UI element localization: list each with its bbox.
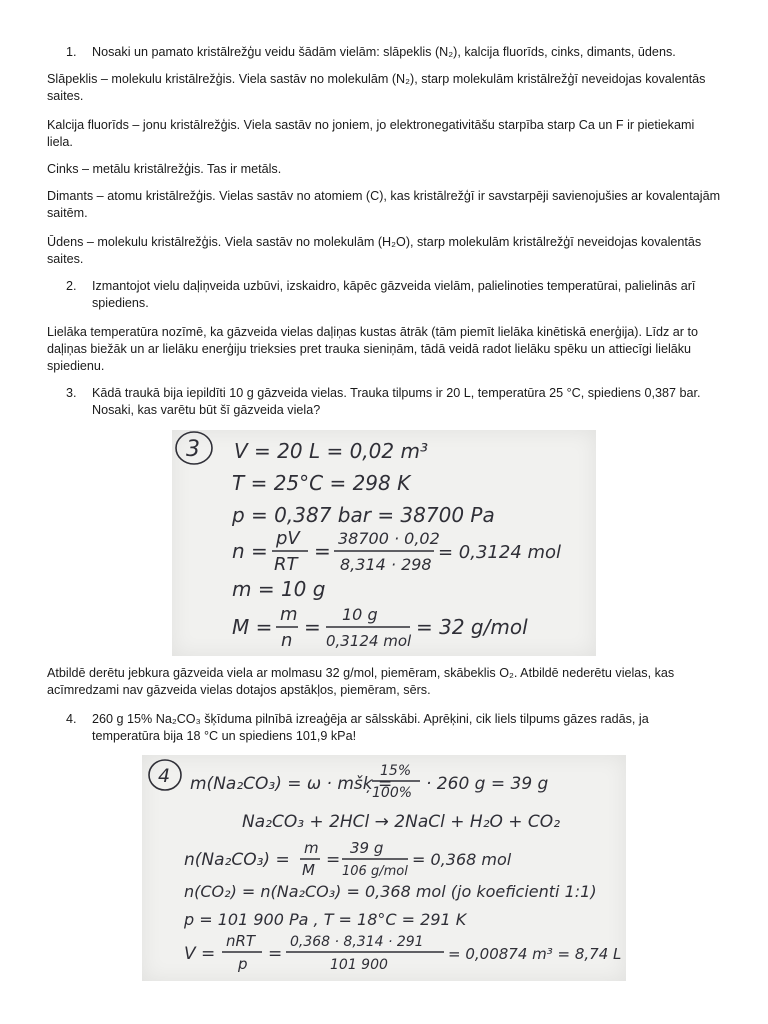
question-number: 3. xyxy=(66,386,77,400)
hw-mass-line: m(Na₂CO₃) = ω · mšķ = xyxy=(190,774,393,794)
answer-3: Atbildē derētu jebkura gāzveida viela ar molmasu 32 g/mol, piemēram, skābeklis O₂. Atbildē nederētu vielas, kas acīmredzami nav gāzveida vielas dotajos apstākļos, piemēram, sērs. xyxy=(47,666,675,697)
hw-n-label: n = xyxy=(232,539,268,563)
hw-moles-calc-num: 39 g xyxy=(350,839,384,857)
hw-moles-calc-den: 106 g/mol xyxy=(342,864,408,879)
hw-n-calc-num: 38700 · 0,02 xyxy=(338,529,440,548)
hw-n-calc-den: 8,314 · 298 xyxy=(340,555,432,574)
hw-co2-moles: n(CO₂) = n(Na₂CO₃) = 0,368 mol (jo koeficienti 1:1) xyxy=(184,882,597,901)
hw-moles-formula-num: m xyxy=(304,839,319,857)
hw-moles-formula-den: M xyxy=(302,861,315,879)
hw-line-pressure: p = 0,387 bar = 38700 Pa xyxy=(232,503,495,527)
hw-mass-result: · 260 g = 39 g xyxy=(426,774,549,794)
question-text: 260 g 15% Na₂CO₃ šķīduma pilnībā izreaģēja ar sālsskābi. Aprēķini, cik liels tilpums gāzes radās, ja temperatūra bija 18 °C un spiediens 101,9 kPa! xyxy=(92,712,649,743)
hw-volume-calc-num: 0,368 · 8,314 · 291 xyxy=(290,934,424,950)
hw-line-temperature: T = 25°C = 298 K xyxy=(232,471,411,495)
hw-equals: = xyxy=(304,615,321,639)
problem-label: 3 xyxy=(186,437,200,462)
hw-n-formula-den: RT xyxy=(274,554,298,575)
answer-2: Lielāka temperatūra nozīmē, ka gāzveida vielas daļiņas kustas ātrāk (tām piemīt lielāka kinētiskā enerģija). Līdz ar to daļiņas biežāk un ar lielāku enerģiju trieksies pret trauka sieniņām, tādā veidā radot lielāku spēku un attiecīgi lielāku spiedienu. xyxy=(47,325,698,373)
question-number: 4. xyxy=(66,712,77,726)
hw-reaction-equation: Na₂CO₃ + 2HCl → 2NaCl + H₂O + CO₂ xyxy=(242,812,561,832)
question-text: Kādā traukā bija iepildīti 10 g gāzveida vielas. Trauka tilpums ir 20 L, temperatūra 25 °C, spiediens 0,387 bar. Nosaki, kas varētu būt šī gāzveida viela? xyxy=(92,386,701,417)
question-text: Izmantojot vielu daļiņveida uzbūvi, izskaidro, kāpēc gāzveida vielām, palielinoties temperatūrai, palielinās arī spiediens. xyxy=(92,279,696,310)
hw-volume-result: = 0,00874 m³ = 8,74 L xyxy=(448,945,622,963)
handwritten-solution-3-photo xyxy=(172,430,596,656)
answer-1-zinc: Cinks – metālu kristālrežģis. Tas ir metāls. xyxy=(47,162,282,176)
hw-percent-num: 15% xyxy=(380,763,412,779)
hw-M-formula-den: n xyxy=(281,630,293,651)
question-number: 1. xyxy=(66,45,77,59)
hw-percent-den: 100% xyxy=(372,785,413,801)
hw-n-result: = 0,3124 mol xyxy=(438,542,562,563)
handwriting-4 xyxy=(142,755,626,981)
hw-equals: = xyxy=(326,850,341,870)
hw-line-volume: V = 20 L = 0,02 m³ xyxy=(234,439,428,463)
question-text: Nosaki un pamato kristālrežģu veidu šādām vielām: slāpeklis (N₂), kalcija fluorīds, cinks, dimants, ūdens. xyxy=(92,45,676,59)
hw-line-mass: m = 10 g xyxy=(232,577,326,601)
hw-volume-label: V = xyxy=(184,944,216,964)
hw-moles-result: = 0,368 mol xyxy=(412,850,512,869)
handwritten-solution-4-photo xyxy=(142,755,626,981)
problem-label: 4 xyxy=(158,765,171,787)
hw-M-calc-den: 0,3124 mol xyxy=(326,632,412,650)
answer-1-nitrogen: Slāpeklis – molekulu kristālrežģis. Viela sastāv no molekulām (N₂), starp molekulām kristālrežģī neveidojas kovalentās saites. xyxy=(47,72,706,103)
hw-M-formula-num: m xyxy=(280,604,298,625)
hw-volume-formula-den: p xyxy=(238,955,248,973)
hw-volume-formula-num: nRT xyxy=(226,932,256,950)
hw-volume-calc-den: 101 900 xyxy=(330,957,388,973)
answer-1-water: Ūdens – molekulu kristālrežģis. Viela sastāv no molekulām (H₂O), starp molekulām kristālrežģī neveidojas kovalentās saites. xyxy=(47,235,702,266)
question-number: 2. xyxy=(66,279,77,293)
hw-equals: = xyxy=(268,944,283,964)
hw-n-formula-num: pV xyxy=(276,528,300,549)
hw-moles-label: n(Na₂CO₃) = xyxy=(184,850,290,870)
hw-equals: = xyxy=(314,539,331,563)
hw-conditions: p = 101 900 Pa , T = 18°C = 291 K xyxy=(184,910,467,929)
hw-M-label: M = xyxy=(232,615,273,639)
answer-1-calcium-fluoride: Kalcija fluorīds – jonu kristālrežģis. Viela sastāv no joniem, jo elektronegativitāšu starpība starp Ca un F ir pietiekami liela. xyxy=(47,118,695,149)
answer-1-diamond: Dimants – atomu kristālrežģis. Vielas sastāv no atomiem (C), kas kristālrežģī ir savstarpēji savienojušies ar kovalentajām saitēm. xyxy=(47,189,721,220)
hw-M-calc-num: 10 g xyxy=(342,605,378,624)
handwriting-3 xyxy=(172,430,596,656)
hw-M-result: = 32 g/mol xyxy=(416,615,528,639)
